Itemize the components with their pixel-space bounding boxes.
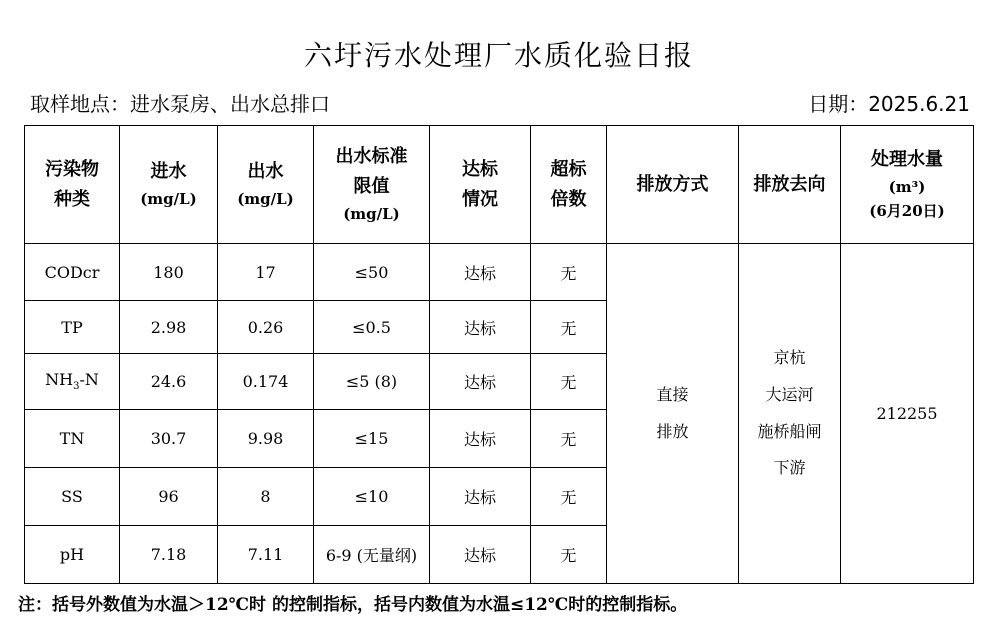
header-status: 达标 情况 bbox=[430, 126, 531, 244]
inflow-value: 180 bbox=[120, 244, 218, 301]
inflow-value: 24.6 bbox=[120, 354, 218, 410]
status-value: 达标 bbox=[430, 244, 531, 301]
outflow-value: 17 bbox=[218, 244, 314, 301]
outflow-value: 0.26 bbox=[218, 301, 314, 354]
exceed-value: 无 bbox=[531, 468, 607, 526]
limit-value: ≤50 bbox=[314, 244, 430, 301]
report-date: 日期：2025.6.21 bbox=[808, 92, 970, 116]
report-title: 六圩污水处理厂水质化验日报 bbox=[303, 39, 694, 72]
outflow-value: 0.174 bbox=[218, 354, 314, 410]
pollutant-name: TN bbox=[25, 410, 120, 468]
status-value: 达标 bbox=[430, 301, 531, 354]
exceed-value: 无 bbox=[531, 354, 607, 410]
header-method: 排放方式 bbox=[607, 126, 739, 244]
treated-volume: 212255 bbox=[841, 244, 974, 584]
limit-value: ≤10 bbox=[314, 468, 430, 526]
header-row bbox=[25, 126, 974, 244]
exceed-value: 无 bbox=[531, 301, 607, 354]
status-value: 达标 bbox=[430, 354, 531, 410]
pollutant-name: pH bbox=[25, 526, 120, 584]
outflow-value: 9.98 bbox=[218, 410, 314, 468]
header-destination: 排放去向 bbox=[739, 126, 841, 244]
limit-value: 6-9 (无量纲) bbox=[314, 526, 430, 584]
limit-value: ≤5 (8) bbox=[314, 354, 430, 410]
pollutant-name: $NH_3-N$ bbox=[25, 354, 120, 410]
footnote: 注：括号外数值为水温＞12℃时 的控制指标，括号内数值为水温≤12℃时的控制指标。 bbox=[18, 595, 688, 615]
exceed-value: 无 bbox=[531, 244, 607, 301]
table-row bbox=[25, 244, 974, 301]
sampling-location: 取样地点：进水泵房、出水总排口 bbox=[30, 92, 330, 116]
pollutant-name: CODcr bbox=[25, 244, 120, 301]
limit-value: ≤15 bbox=[314, 410, 430, 468]
inflow-value: 7.18 bbox=[120, 526, 218, 584]
discharge-method: 直接 排放 bbox=[607, 244, 739, 584]
status-value: 达标 bbox=[430, 468, 531, 526]
inflow-value: 96 bbox=[120, 468, 218, 526]
water-quality-table bbox=[24, 125, 974, 584]
pollutant-name: SS bbox=[25, 468, 120, 526]
discharge-destination: 京杭 大运河 施桥船闸 下游 bbox=[739, 244, 841, 584]
status-value: 达标 bbox=[430, 526, 531, 584]
header-inflow: 进水 (mg/L) bbox=[120, 126, 218, 244]
exceed-value: 无 bbox=[531, 410, 607, 468]
outflow-value: 7.11 bbox=[218, 526, 314, 584]
header-exceed: 超标 倍数 bbox=[531, 126, 607, 244]
limit-value: ≤0.5 bbox=[314, 301, 430, 354]
pollutant-name: TP bbox=[25, 301, 120, 354]
exceed-value: 无 bbox=[531, 526, 607, 584]
inflow-value: 2.98 bbox=[120, 301, 218, 354]
header-outflow: 出水 (mg/L) bbox=[218, 126, 314, 244]
header-limit: 出水标准 限值 (mg/L) bbox=[314, 126, 430, 244]
status-value: 达标 bbox=[430, 410, 531, 468]
header-volume: 处理水量 (m³) (6月20日) bbox=[841, 126, 974, 244]
header-pollutant: 污染物 种类 bbox=[25, 126, 120, 244]
inflow-value: 30.7 bbox=[120, 410, 218, 468]
outflow-value: 8 bbox=[218, 468, 314, 526]
